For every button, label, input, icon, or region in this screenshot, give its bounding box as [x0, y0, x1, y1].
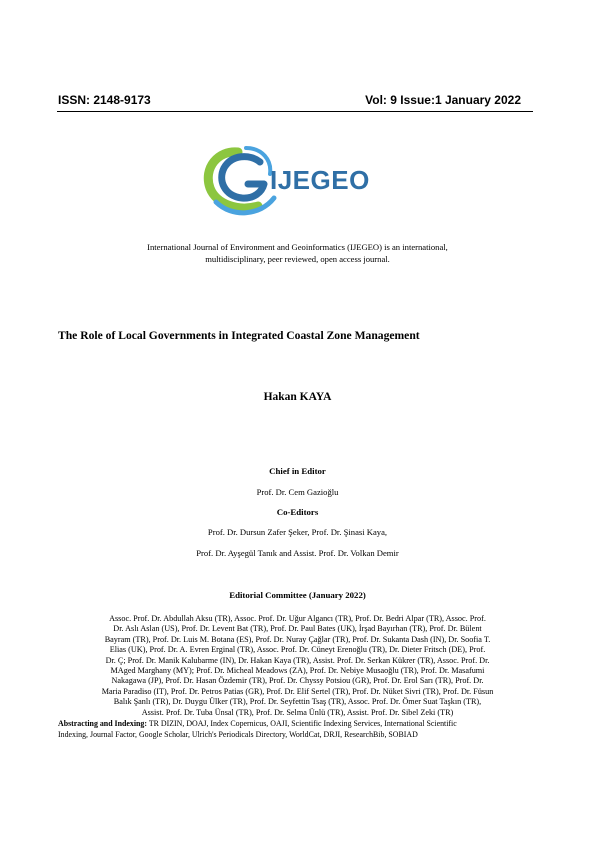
committee-line: Dr. Ç; Prof. Dr. Manik Kalubarme (IN), Dr. Hakan Kaya (TR), Assist. Prof. Dr. Serkan Kükrer (TR), Assoc. Prof. Dr.	[105, 655, 490, 665]
indexing-label: Abstracting and Indexing:	[58, 719, 148, 728]
committee-line: MAged Marghany (MY); Prof. Dr. Micheal Meadows (ZA), Prof. Dr. Nebiye Musaoğlu (TR), Prof. Dr. Masafumi	[110, 666, 485, 676]
indexing-section	[58, 718, 537, 740]
committee-line: Nakagawa (JP), Prof. Dr. Hasan Özdemir (TR), Prof. Dr. Chyssy Potsiou (GR), Prof. Dr. Erol Sarı (TR), Prof. Dr.	[111, 676, 484, 686]
article-title: The Role of Local Governments in Integrated Coastal Zone Management	[58, 329, 420, 342]
header-divider	[57, 111, 533, 112]
committee-line: Bayram (TR), Prof. Dr. Luis M. Botana (ES), Prof. Dr. Nuray Çağlar (TR), Prof. Dr. Sukanta Dash (IN), Dr. Soofia T.	[104, 634, 491, 644]
indexing-text: TR DIZIN, DOAJ, Index Copernicus, OAJI, Scientific Indexing Services, International Scientific	[147, 719, 457, 728]
indexing-line	[58, 718, 537, 729]
journal-description	[0, 241, 595, 265]
indexing-line: Indexing, Journal Factor, Google Scholar, Ulrich's Periodicals Directory, WorldCat, DRJI, ResearchBib, SOBIAD	[58, 730, 418, 739]
description-line: International Journal of Environment and Geoinformatics (IJEGEO) is an international,	[147, 242, 448, 252]
co-editors-heading: Co-Editors	[276, 507, 319, 517]
chief-editor-name: Prof. Dr. Cem Gazioğlu	[256, 487, 339, 497]
committee-line: Assist. Prof. Dr. Tuba Ünsal (TR), Prof. Dr. Selma Ünlü (TR), Assist. Prof. Dr. Sibel Zeki (TR)	[141, 707, 454, 717]
issn-label: ISSN: 2148-9173	[58, 93, 151, 107]
issue-label: Vol: 9 Issue:1 January 2022	[365, 93, 521, 107]
co-editors-line: Prof. Dr. Ayşegül Tanık and Assist. Prof. Dr. Volkan Demir	[196, 548, 399, 558]
committee-line: Balık Şanlı (TR), Dr. Duygu Ülker (TR), Prof. Dr. Seyfettin Tsaş (TR), Assoc. Prof. Dr. Ömer Suat Taşkın (TR),	[113, 697, 482, 707]
logo-wordmark: IJEGEO	[270, 165, 370, 195]
committee-heading: Editorial Committee (January 2022)	[229, 590, 366, 600]
committee-line: Elias (UK), Prof. Dr. A. Evren Erginal (TR), Assoc. Prof. Dr. Cüneyt Erenoğlu (TR), Dr. Dieter Fritsch (DE), Prof.	[109, 645, 486, 655]
committee-line: Assoc. Prof. Dr. Abdullah Aksu (TR), Assoc. Prof. Dr. Uğur Algancı (TR), Prof. Dr. Bedri Alpar (TR), Assoc. Prof.	[109, 614, 486, 623]
co-editors-line: Prof. Dr. Dursun Zafer Şeker, Prof. Dr. Şinasi Kaya,	[207, 527, 388, 537]
article-author: Hakan KAYA	[263, 391, 332, 403]
committee-line: Maria Paradiso (IT), Prof. Dr. Petros Patias (GR), Prof. Dr. Elif Sertel (TR), Prof. Dr. Nüket Sivri (TR), Prof. Dr. Füsun	[101, 686, 494, 696]
committee-line: Dr. Aslı Aslan (US), Prof. Dr. Levent Bat (TR), Prof. Dr. Paul Bates (UK), İrşad Bayırhan (TR), Prof. Dr. Bülent	[113, 624, 482, 634]
description-line: multidisciplinary, peer reviewed, open access journal.	[205, 254, 390, 264]
chief-editor-heading: Chief in Editor	[269, 466, 326, 476]
committee-list	[58, 614, 537, 718]
